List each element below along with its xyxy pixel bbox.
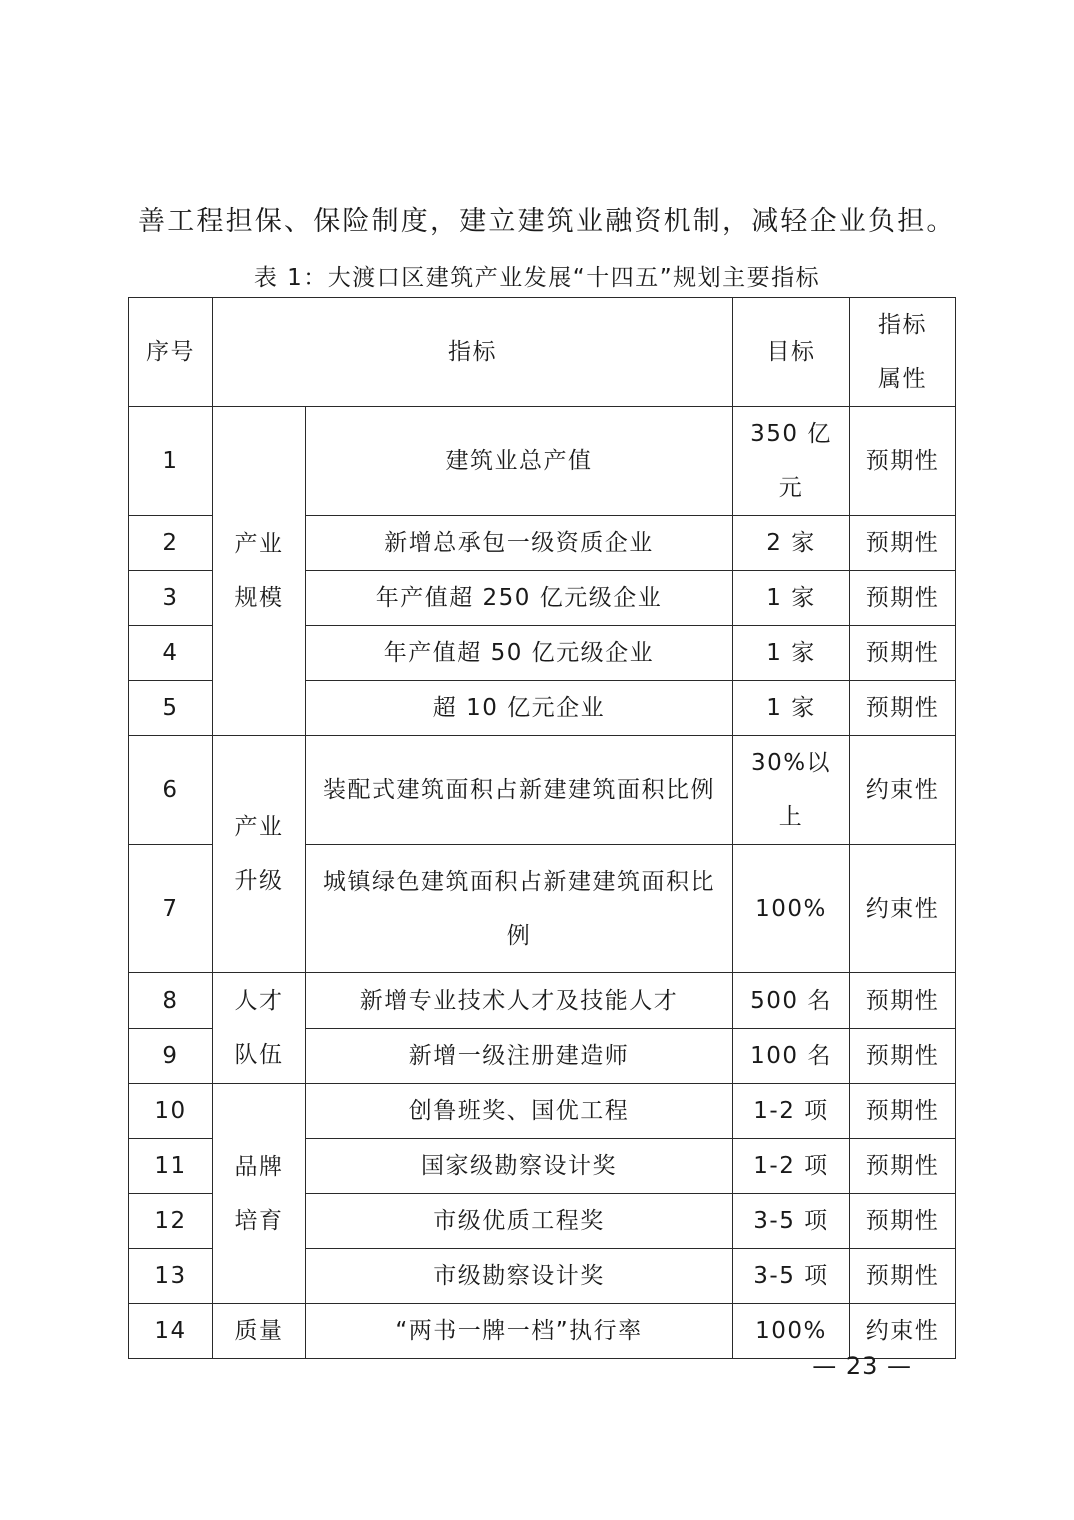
header-attribute-line2: 属性	[878, 366, 927, 392]
row-attribute: 预期性	[850, 1139, 956, 1194]
row-indicator-line1: 城镇绿色建筑面积占新建建筑面积比	[323, 868, 715, 895]
row-target-line2: 元	[778, 475, 804, 501]
row-target: 1 家	[733, 626, 850, 681]
indicators-table	[128, 297, 956, 1359]
row-indicator	[306, 845, 733, 973]
row-seq: 3	[129, 571, 213, 626]
row-target: 1 家	[733, 681, 850, 736]
header-attribute-line1: 指标	[878, 312, 927, 338]
table-header-row	[129, 298, 956, 407]
category-quality: 质量	[213, 1304, 306, 1359]
category-talent	[213, 973, 306, 1084]
page-number-wrap	[0, 1352, 1074, 1380]
category-scale-line2: 规模	[234, 585, 284, 611]
table-row	[129, 736, 956, 845]
row-indicator: 市级勘察设计奖	[306, 1249, 733, 1304]
row-indicator: 市级优质工程奖	[306, 1194, 733, 1249]
row-attribute: 预期性	[850, 407, 956, 516]
row-seq: 14	[129, 1304, 213, 1359]
category-upgrade-line1: 产业	[234, 814, 284, 840]
row-target: 3-5 项	[733, 1194, 850, 1249]
row-seq: 11	[129, 1139, 213, 1194]
row-attribute: 预期性	[850, 626, 956, 681]
row-target-line1: 350 亿	[750, 421, 832, 447]
row-target: 3-5 项	[733, 1249, 850, 1304]
row-seq: 5	[129, 681, 213, 736]
table-row	[129, 973, 956, 1029]
row-seq: 9	[129, 1029, 213, 1084]
row-seq: 1	[129, 407, 213, 516]
table-row	[129, 407, 956, 516]
row-indicator: 新增专业技术人才及技能人才	[306, 973, 733, 1029]
category-upgrade-line2: 升级	[234, 868, 284, 894]
row-target: 1 家	[733, 571, 850, 626]
row-indicator: 装配式建筑面积占新建建筑面积比例	[306, 736, 733, 845]
row-target: 100%	[733, 1304, 850, 1359]
row-attribute: 预期性	[850, 1249, 956, 1304]
row-target-line1: 30%以	[750, 750, 832, 776]
row-indicator: 建筑业总产值	[306, 407, 733, 516]
row-seq: 10	[129, 1084, 213, 1139]
category-upgrade	[213, 736, 306, 973]
row-attribute: 预期性	[850, 1084, 956, 1139]
row-indicator: 新增总承包一级资质企业	[306, 516, 733, 571]
table-row	[129, 1084, 956, 1139]
row-seq: 6	[129, 736, 213, 845]
row-target: 1-2 项	[733, 1139, 850, 1194]
row-target-line2: 上	[778, 804, 804, 830]
category-scale-line1: 产业	[234, 531, 284, 557]
row-indicator: “两书一牌一档”执行率	[306, 1304, 733, 1359]
header-target: 目标	[733, 298, 850, 407]
row-attribute: 预期性	[850, 516, 956, 571]
row-seq: 7	[129, 845, 213, 973]
category-brand-line1: 品牌	[234, 1153, 284, 1180]
category-brand	[213, 1084, 306, 1304]
header-seq: 序号	[129, 298, 213, 407]
header-indicator: 指标	[213, 298, 733, 407]
row-indicator: 新增一级注册建造师	[306, 1029, 733, 1084]
row-attribute: 预期性	[850, 681, 956, 736]
row-attribute: 预期性	[850, 973, 956, 1029]
row-indicator: 超 10 亿元企业	[306, 681, 733, 736]
row-attribute: 预期性	[850, 1029, 956, 1084]
row-seq: 2	[129, 516, 213, 571]
header-attribute	[850, 298, 956, 407]
row-seq: 12	[129, 1194, 213, 1249]
row-attribute: 约束性	[850, 736, 956, 845]
row-seq: 4	[129, 626, 213, 681]
row-indicator: 国家级勘察设计奖	[306, 1139, 733, 1194]
row-target: 1-2 项	[733, 1084, 850, 1139]
row-seq: 13	[129, 1249, 213, 1304]
row-indicator: 年产值超 50 亿元级企业	[306, 626, 733, 681]
row-indicator: 年产值超 250 亿元级企业	[306, 571, 733, 626]
category-talent-line2: 队伍	[234, 1042, 284, 1068]
row-target	[733, 407, 850, 516]
row-indicator: 创鲁班奖、国优工程	[306, 1084, 733, 1139]
row-attribute: 约束性	[850, 845, 956, 973]
category-brand-line2: 培育	[234, 1207, 284, 1234]
row-target	[733, 736, 850, 845]
row-seq: 8	[129, 973, 213, 1029]
table-caption: 表 1：大渡口区建筑产业发展“十四五”规划主要指标	[253, 265, 821, 291]
row-target: 500 名	[733, 973, 850, 1029]
page-number: — 23 —	[812, 1352, 912, 1380]
category-talent-line1: 人才	[234, 988, 284, 1014]
row-target: 100%	[733, 845, 850, 973]
row-attribute: 预期性	[850, 1194, 956, 1249]
intro-paragraph: 善工程担保、保险制度，建立建筑业融资机制，减轻企业负担。	[138, 206, 956, 237]
row-attribute: 约束性	[850, 1304, 956, 1359]
row-attribute: 预期性	[850, 571, 956, 626]
category-scale	[213, 407, 306, 736]
row-target: 2 家	[733, 516, 850, 571]
row-target: 100 名	[733, 1029, 850, 1084]
row-indicator-line2: 例	[506, 922, 532, 949]
table-row	[129, 1304, 956, 1359]
